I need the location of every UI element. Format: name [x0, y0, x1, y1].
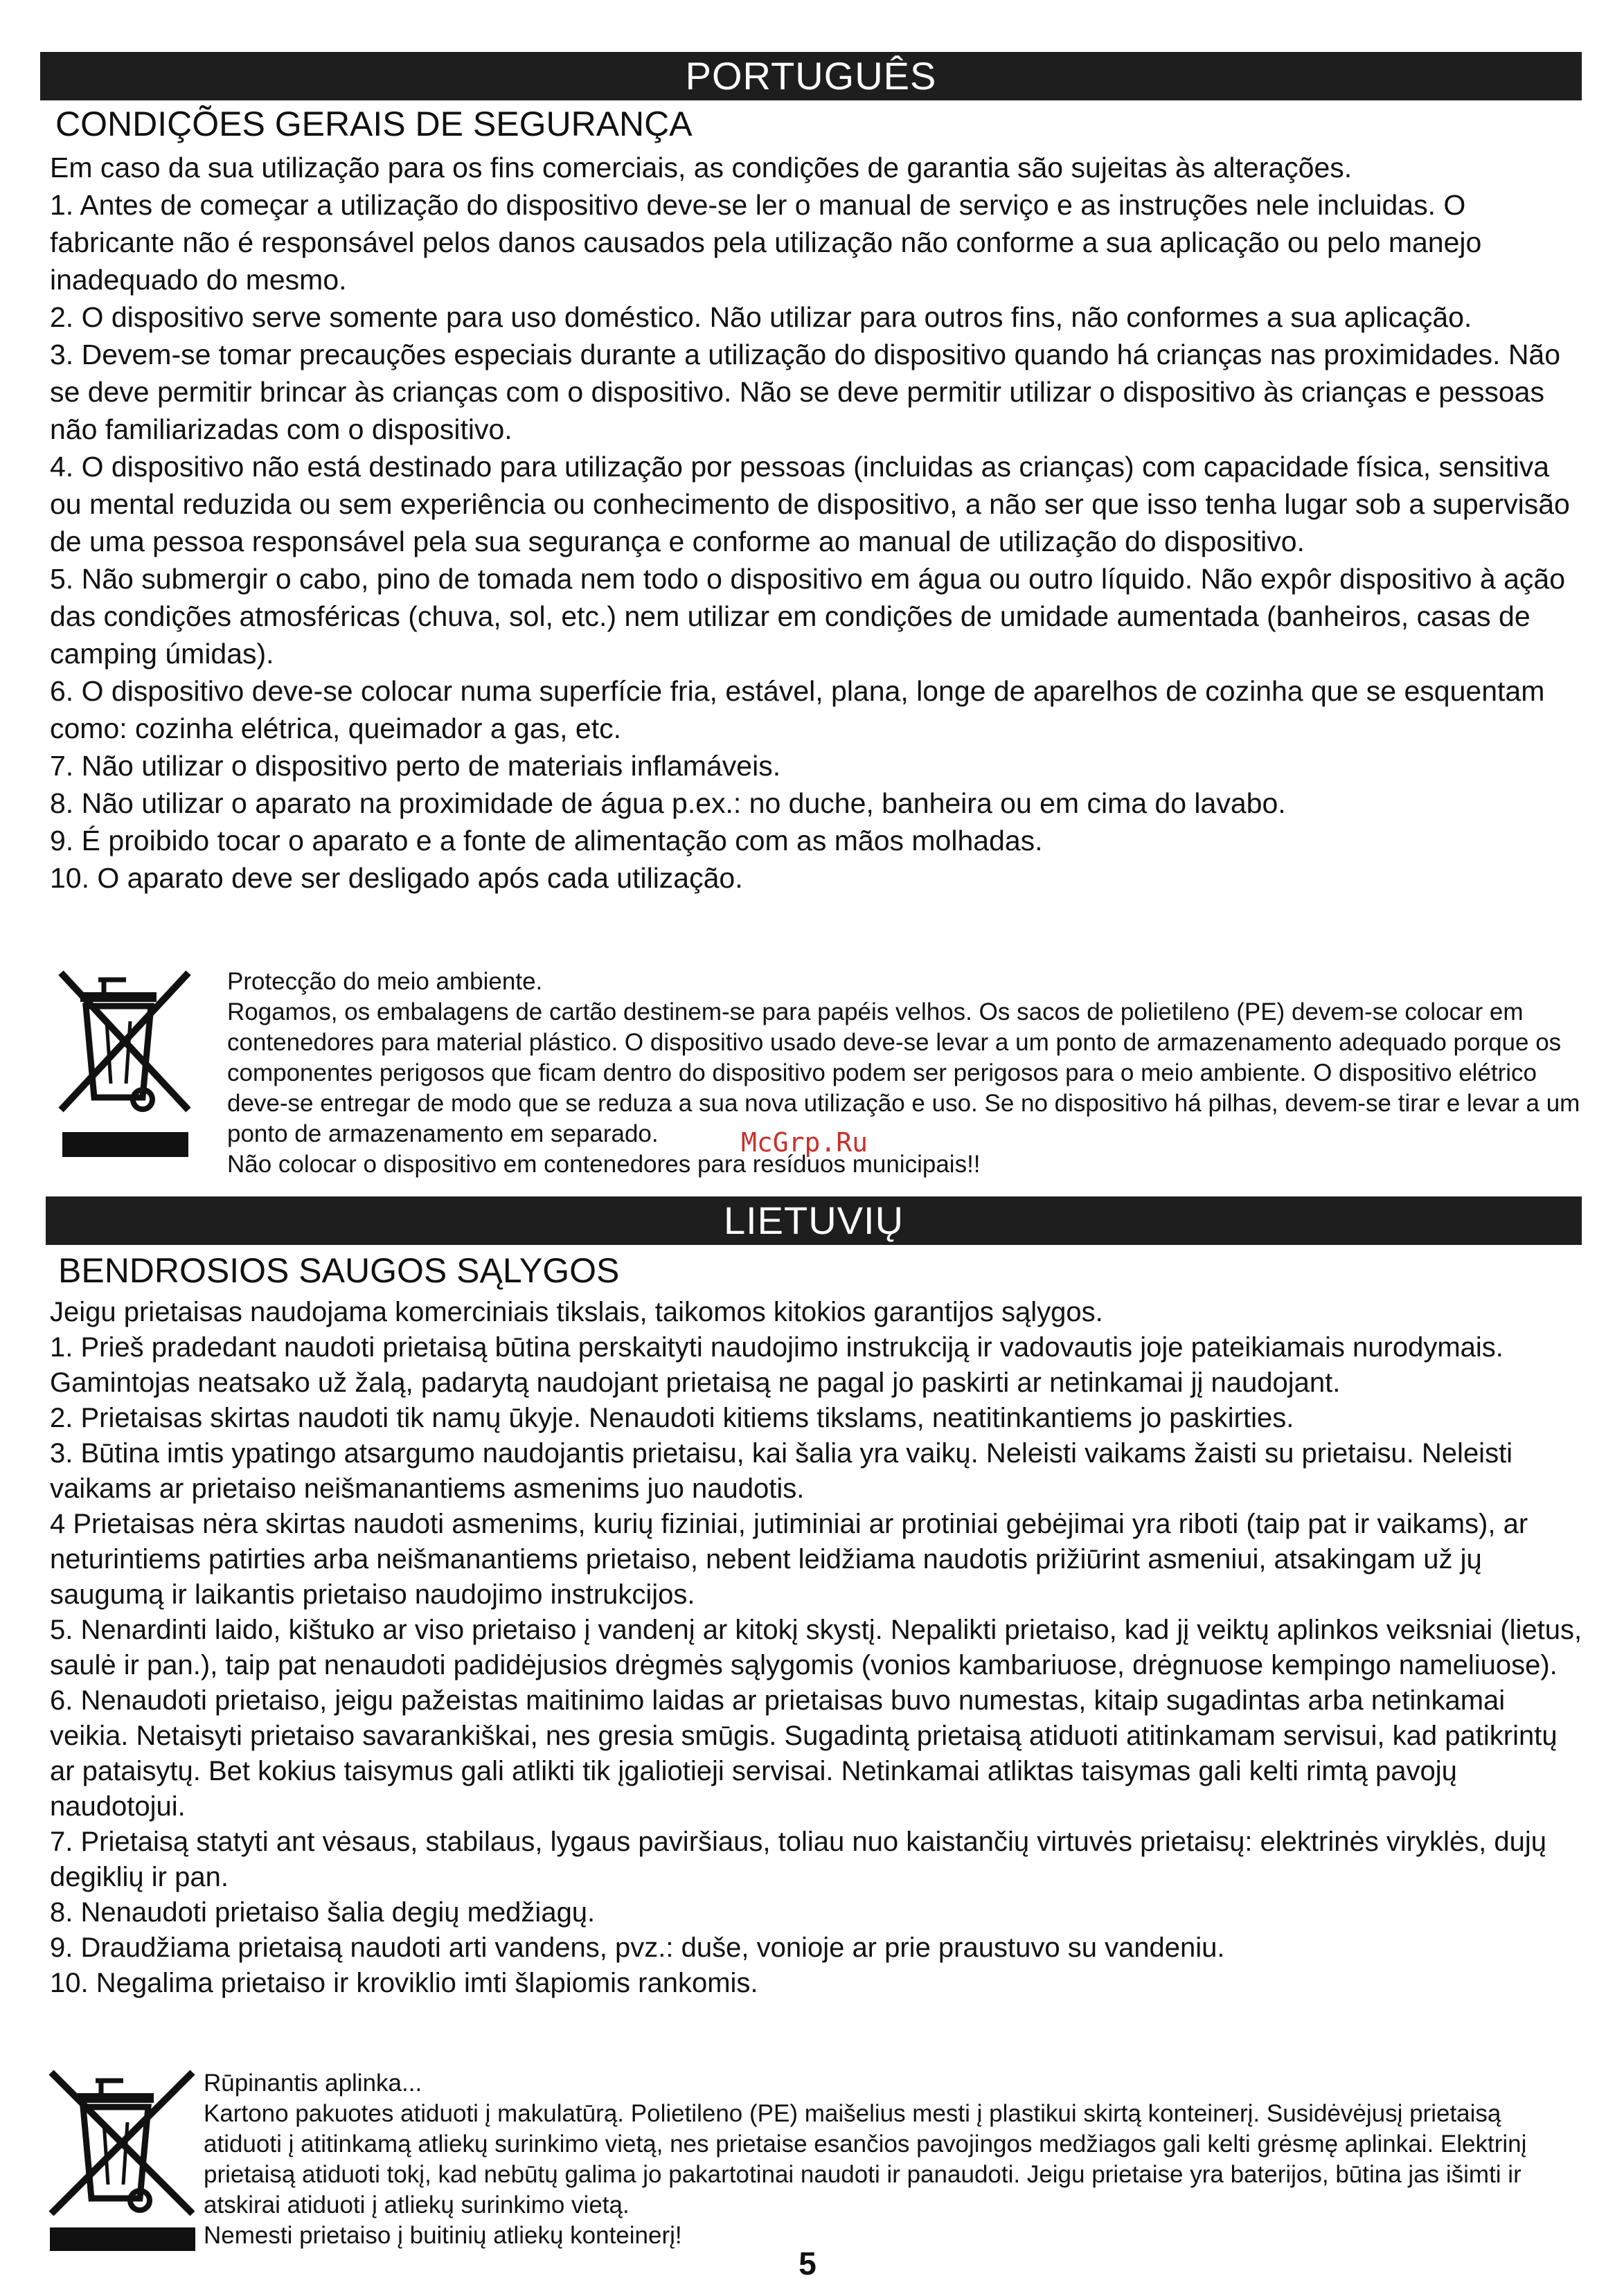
- environment-warning: Nemesti prietaiso į buitinių atliekų konteinerį!: [204, 2222, 682, 2249]
- paragraph: 1. Antes de começar a utilização do dispositivo deve-se ler o manual de serviço e as instruções nele incluidas. O fabricante não é responsável pelos danos causados pela utilização não conforme a sua aplicação ou pelo manejo inadequado do mesmo.: [50, 189, 1482, 296]
- paragraph: 4. O dispositivo não está destinado para utilização por pessoas (incluidas as crianças) com capacidade física, sensitiva ou mental reduzida ou sem experiência ou conhecimento de dispositivo, a não ser que isso tenha lugar sob a supervisão de uma pessoa responsável pela sua segurança e conforme ao manual de utilização do dispositivo.: [50, 451, 1570, 557]
- environment-note-lithuanian: [204, 2068, 1568, 2251]
- paragraph: 3. Devem-se tomar precauções especiais durante a utilização do dispositivo quando há crianças nas proximidades. Não se deve permitir brincar às crianças com o dispositivo. Não se deve permitir utilizar o dispositivo às crianças e pessoas não familiarizadas com o dispositivo.: [50, 339, 1561, 445]
- paragraph: 9. É proibido tocar o aparato e a fonte de alimentação com as mãos molhadas.: [50, 825, 1043, 856]
- environment-note-portuguese: [227, 967, 1598, 1180]
- section-title: LIETUVIŲ: [723, 1199, 904, 1242]
- paragraph: 10. Negalima prietaiso ir kroviklio imti šlapiomis rankomis.: [50, 1968, 758, 1998]
- paragraph: 7. Não utilizar o dispositivo perto de materiais inflamáveis.: [50, 750, 781, 782]
- watermark: McGrp.Ru: [741, 1127, 868, 1158]
- environment-text: Rogamos, os embalagens de cartão destinem-se para papéis velhos. Os sacos de polietileno (PE) devem-se colocar em contenedores para material plástico. O dispositivo usado deve-se levar a um ponto de armazenamento adequado porque os componentes perigosos que ficam dentro do dispositivo podem ser perigosos para o meio ambiente. O dispositivo elétrico deve-se entregar de modo que se reduza a sua nova utilização e uso. Se no dispositivo há pilhas, devem-se tirar e levar a um ponto de armazenamento em separado.: [227, 998, 1580, 1147]
- paragraph: 1. Prieš pradedant naudoti prietaisą būtina perskaityti naudojimo instrukciją ir vadovautis joje pateikiamais nurodymais. Gamintojas neatsako už žalą, padarytą naudojant prietaisą ne pagal jo paskirti ar netinkamai jį naudojant.: [50, 1332, 1504, 1398]
- paragraph: 6. O dispositivo deve-se colocar numa superfície fria, estável, plana, longe de aparelhos de cozinha que se esquentam como: cozinha elétrica, queimador a gas, etc.: [50, 675, 1545, 744]
- environment-text: Kartono pakuotes atiduoti į makulatūrą. Polietileno (PE) maišelius mesti į plastikui skirtą konteinerį. Susidėvėjusį prietaisą atiduoti į atitinkamą atliekų surinkimo vietą, nes prietaise esančios pavojingos medžiagos gali kelti grėsmę aplinkai. Elektrinį prietaisą atiduoti tokį, kad nebūtų galima jo pakartotinai naudoti ir panaudoti. Jeigu prietaise yra baterijos, būtina jas išimti ir atskirai atiduoti į atliekų surinkimo vietą.: [204, 2100, 1527, 2218]
- paragraph: 2. O dispositivo serve somente para uso doméstico. Não utilizar para outros fins, não conformes a sua aplicação.: [50, 301, 1472, 333]
- environment-warning: Não colocar o dispositivo em contenedores para resíduos municipais!!: [227, 1151, 981, 1178]
- section-bar-portuguese: [40, 52, 1582, 100]
- paragraph: 8. Nenaudoti prietaiso šalia degių medžiagų.: [50, 1897, 596, 1928]
- paragraph: 3. Būtina imtis ypatingo atsargumo naudojantis prietaisu, kai šalia yra vaikų. Neleisti vaikams žaisti su prietaisu. Neleisti vaikams ar prietaiso neišmanantiems asmenims juo naudotis.: [50, 1438, 1513, 1504]
- environment-title: Rūpinantis aplinka...: [204, 2070, 422, 2097]
- paragraph: Jeigu prietaisas naudojama komerciniais tikslais, taikomos kitokios garantijos sąlygos.: [50, 1297, 1103, 1327]
- paragraph: 2. Prietaisas skirtas naudoti tik namų ūkyje. Nenaudoti kitiems tikslams, neatitinkantiems jo paskirties.: [50, 1403, 1294, 1433]
- safety-text-portuguese: [50, 149, 1587, 897]
- paragraph: 9. Draudžiama prietaisą naudoti arti vandens, pvz.: duše, vonioje ar prie praustuvo su vandeniu.: [50, 1932, 1225, 1963]
- section-title: PORTUGUÊS: [685, 54, 937, 98]
- section-bar-lithuanian: [46, 1196, 1582, 1245]
- weee-bin-icon: [55, 966, 194, 1160]
- environment-title: Protecção do meio ambiente.: [227, 968, 543, 995]
- safety-text-lithuanian: [50, 1295, 1587, 2001]
- weee-bin-icon: [46, 2067, 198, 2254]
- paragraph: 5. Nenardinti laido, kištuko ar viso prietaiso į vandenį ar kitokį skystį. Nepalikti prietaiso, kad jį veiktų aplinkos veiksniai (lietus, saulė ir pan.), taip pat nenaudoti padidėjusios drėgmės sąlygomis (vonios kambariuose, drėgnuose kempingo nameliuose).: [50, 1615, 1582, 1680]
- section-heading: BENDROSIOS SAUGOS SĄLYGOS: [58, 1251, 620, 1290]
- paragraph: 10. O aparato deve ser desligado após cada utilização.: [50, 862, 743, 894]
- section-heading: CONDIÇÕES GERAIS DE SEGURANÇA: [55, 105, 693, 143]
- paragraph: 7. Prietaisą statyti ant vėsaus, stabilaus, lygaus paviršiaus, toliau nuo kaistančių virtuvės prietaisų: elektrinės viryklės, dujų degiklių ir pan.: [50, 1827, 1547, 1892]
- paragraph: 6. Nenaudoti prietaiso, jeigu pažeistas maitinimo laidas ar prietaisas buvo numestas, kitaip sugadintas arba netinkamai veikia. Netaisyti prietaiso savarankiškai, nes gresia smūgis. Sugadintą prietaisą atiduoti atitinkamam servisui, kad patikrintų ar pataisytų. Bet kokius taisymus gali atlikti tik įgaliotieji servisai. Netinkamai atliktas taisymas gali kelti rimtą pavojų naudotojui.: [50, 1685, 1558, 1822]
- paragraph: Em caso da sua utilização para os fins comerciais, as condições de garantia são sujeitas às alterações.: [50, 152, 1353, 183]
- paragraph: 4 Prietaisas nėra skirtas naudoti asmenims, kurių fiziniai, jutiminiai ar protiniai gebėjimai yra riboti (taip pat ir vaikams), ar neturintiems patirties arba neišmanantiems prietaiso, nebent leidžiama naudotis prižiūrint asmeniui, atsakingam už jų saugumą ir laikantis prietaiso naudojimo instrukcijos.: [50, 1509, 1528, 1610]
- paragraph: 8. Não utilizar o aparato na proximidade de água p.ex.: no duche, banheira ou em cima do lavabo.: [50, 787, 1286, 819]
- paragraph: 5. Não submergir o cabo, pino de tomada nem todo o dispositivo em água ou outro líquido. Não expôr dispositivo à ação das condições atmosféricas (chuva, sol, etc.) nem utilizar em condições de umidade aumentada (banheiros, casas de camping úmidas).: [50, 563, 1565, 670]
- page-number: 5: [798, 2245, 817, 2281]
